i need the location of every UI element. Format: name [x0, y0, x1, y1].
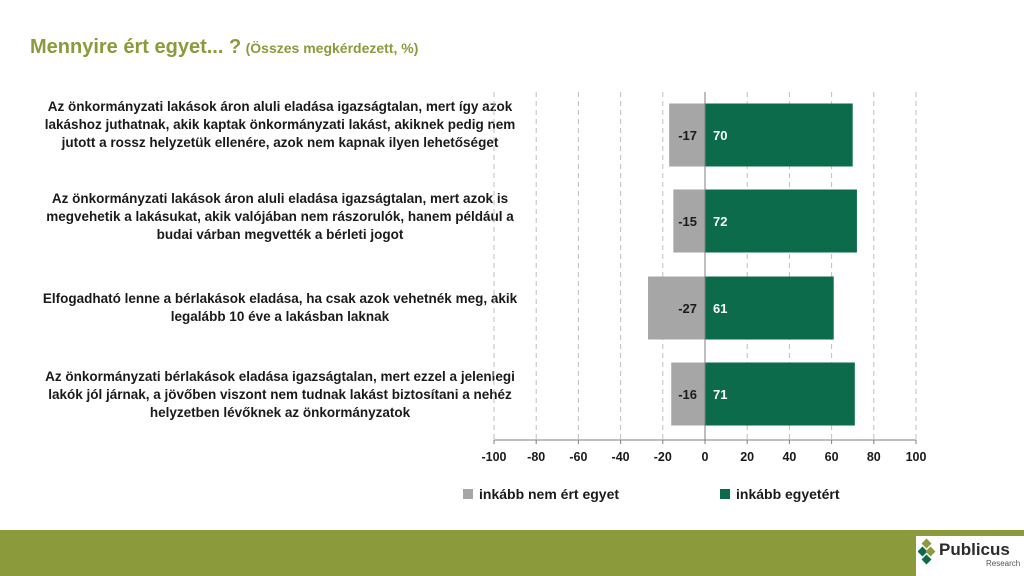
legend-swatch-agree	[720, 489, 730, 499]
x-tick-label-0: -100	[481, 450, 507, 464]
footer-bar	[0, 530, 1024, 576]
data-label-agree-1: 70	[713, 128, 728, 143]
x-tick-label-6: 20	[740, 450, 755, 464]
logo-tagline: Research	[986, 559, 1021, 568]
data-label-disagree-2: -15	[678, 214, 697, 229]
data-label-agree-4: 71	[713, 387, 728, 402]
x-tick-label-3: -40	[611, 450, 630, 464]
bar-agree-2	[705, 190, 857, 253]
category-label-1: Az önkormányzati lakások áron aluli eladása igazságtalan, mert így azok lakáshoz juthatnak, akik kaptak önkormányzati lakást, akiknek pedig nem jutott a rossz helyzetük ellenére, azok nem kapnak ilyen lehetőséget	[44, 99, 516, 150]
category-label-4: Az önkormányzati bérlakások eladása igazságtalan, mert ezzel a jelenlegi lakók jól járnak, a jövőben viszont nem tudnak lakást biztosítani a nehéz helyzetben lévőknek az önkormányzatok	[45, 369, 515, 420]
title-sub: (Összes megkérdezett, %)	[245, 40, 419, 56]
legend-label-disagree: inkább nem ért egyet	[479, 486, 620, 502]
publicus-diamond-icon	[918, 538, 938, 568]
x-tick-label-10: 100	[905, 450, 927, 464]
legend-item-disagree	[463, 486, 619, 502]
x-tick-label-9: 80	[866, 450, 881, 464]
legend-label-agree: inkább egyetért	[736, 486, 840, 502]
data-label-agree-2: 72	[713, 214, 728, 229]
bar-agree-4	[705, 363, 855, 426]
legend-item-agree	[720, 486, 839, 502]
data-label-disagree-3: -27	[678, 301, 697, 316]
x-tick-label-5: 0	[701, 450, 709, 464]
legend-swatch-disagree	[463, 489, 473, 499]
category-label-2: Az önkormányzati lakások áron aluli eladása igazságtalan, mert azok is megvehetik a lakásukat, akik valójában nem rászorulók, hanem például a budai várban megvették a bérleti jogot	[46, 191, 514, 242]
x-tick-label-1: -80	[527, 450, 546, 464]
x-tick-label-2: -60	[569, 450, 588, 464]
logo-name: Publicus	[939, 540, 1010, 559]
data-label-disagree-1: -17	[678, 128, 697, 143]
title-main: Mennyire ért egyet... ?	[30, 36, 242, 58]
x-tick-label-4: -20	[653, 450, 672, 464]
data-label-disagree-4: -16	[678, 387, 697, 402]
data-label-agree-3: 61	[713, 301, 728, 316]
x-tick-label-8: 60	[824, 450, 839, 464]
x-tick-label-7: 40	[782, 450, 797, 464]
category-label-3: Elfogadható lenne a bérlakások eladása, ha csak azok vehetnék meg, akik legalább 10 éve a lakásban laknak	[42, 291, 518, 324]
